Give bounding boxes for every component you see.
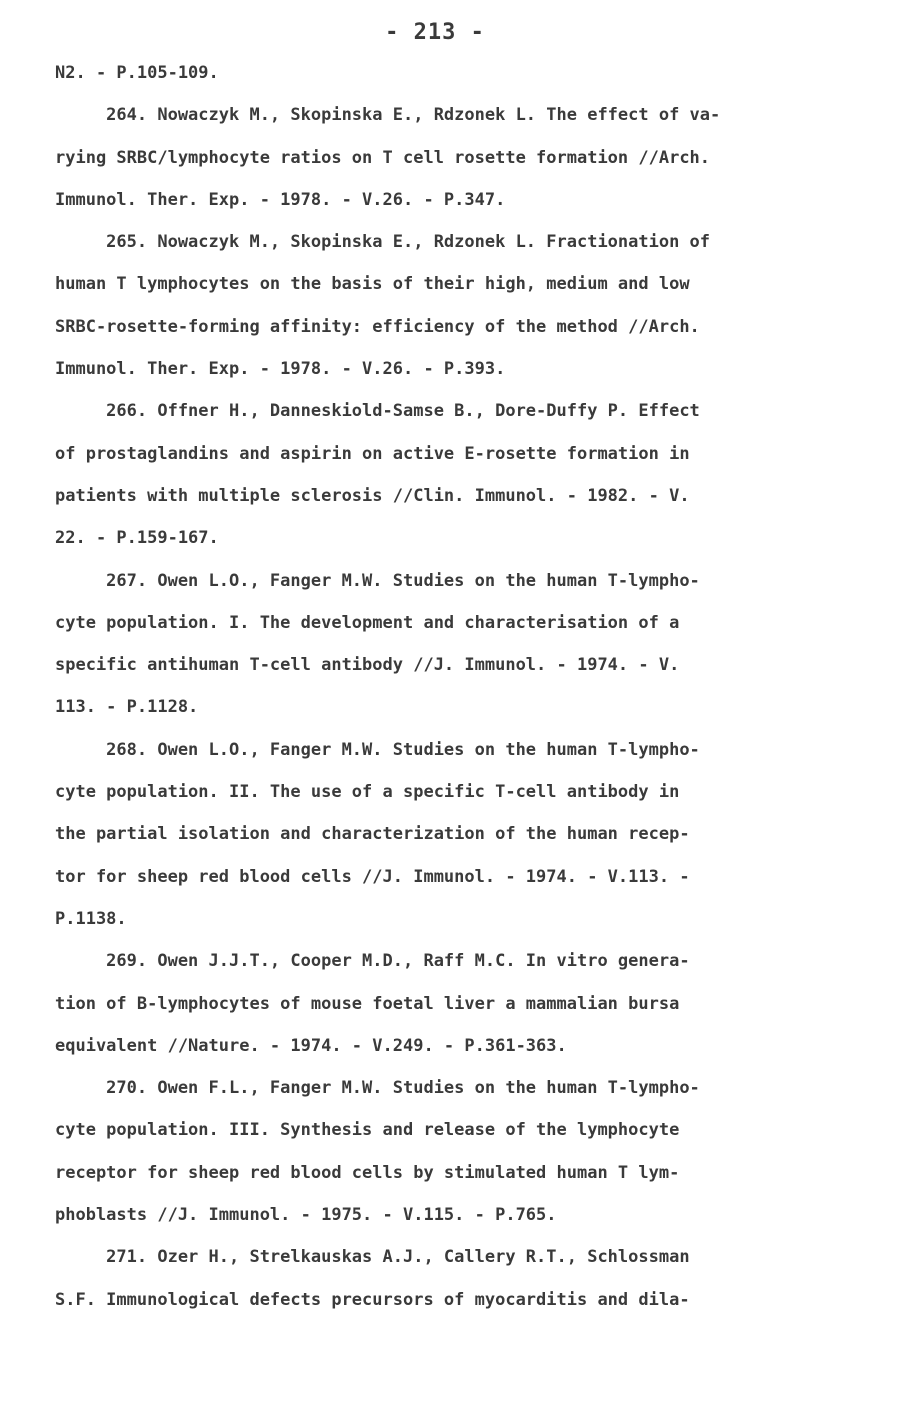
text-line: tion of B-lymphocytes of mouse foetal liver a mammalian bursa (55, 993, 680, 1014)
text-line: tor for sheep red blood cells //J. Immunol. - 1974. - V.113. - (55, 866, 690, 887)
text-line: 113. - P.1128. (55, 697, 199, 718)
text-line: 265. Nowaczyk M., Skopinska E., Rdzonek L. Fractionation of (55, 232, 711, 253)
text-line: S.F. Immunological defects precursors of myocarditis and dila- (55, 1289, 690, 1310)
text-line: N2. - P.105-109. (55, 63, 219, 83)
text-line: phoblasts //J. Immunol. - 1975. - V.115. - P.765. (55, 1205, 557, 1226)
text-line: the partial isolation and characterization of the human recep- (55, 824, 690, 845)
text-line: 271. Ozer H., Strelkauskas A.J., Callery R.T., Schlossman (55, 1247, 690, 1268)
text-line: human T lymphocytes on the basis of their high, medium and low (55, 274, 690, 295)
text-line: SRBC-rosette-forming affinity: efficiency of the method //Arch. (55, 316, 700, 337)
text-line: cyte population. II. The use of a specific T-cell antibody in (55, 782, 680, 803)
text-line: 266. Offner H., Danneskiold-Samse B., Dore-Duffy P. Effect (55, 401, 700, 422)
text-line: specific antihuman T-cell antibody //J. Immunol. - 1974. - V. (55, 655, 680, 676)
text-line: 22. - P.159-167. (55, 528, 219, 549)
text-line: receptor for sheep red blood cells by stimulated human T lym- (55, 1162, 680, 1183)
page-number: - 213 - (385, 20, 485, 45)
text-line: of prostaglandins and aspirin on active E-rosette formation in (55, 443, 690, 464)
text-line: cyte population. I. The development and characterisation of a (55, 612, 680, 633)
text-line: 270. Owen F.L., Fanger M.W. Studies on the human T-lympho- (55, 1078, 700, 1099)
text-line: equivalent //Nature. - 1974. - V.249. - P.361-363. (55, 1035, 567, 1056)
text-line: Immunol. Ther. Exp. - 1978. - V.26. - P.347. (55, 189, 506, 210)
text-line: P.1138. (55, 908, 127, 929)
text-line: cyte population. III. Synthesis and release of the lymphocyte (55, 1120, 680, 1141)
text-line: 269. Owen J.J.T., Cooper M.D., Raff M.C. In vitro genera- (55, 951, 690, 972)
text-line: rying SRBC/lymphocyte ratios on T cell rosette formation //Arch. (55, 147, 711, 168)
text-line: 264. Nowaczyk M., Skopinska E., Rdzonek L. The effect of va- (55, 105, 721, 126)
text-line: Immunol. Ther. Exp. - 1978. - V.26. - P.393. (55, 359, 506, 380)
text-line: 267. Owen L.O., Fanger M.W. Studies on the human T-lympho- (55, 570, 700, 591)
text-line: patients with multiple sclerosis //Clin. Immunol. - 1982. - V. (55, 485, 690, 506)
reference-list (55, 52, 875, 1321)
text-line: 268. Owen L.O., Fanger M.W. Studies on the human T-lympho- (55, 739, 700, 760)
